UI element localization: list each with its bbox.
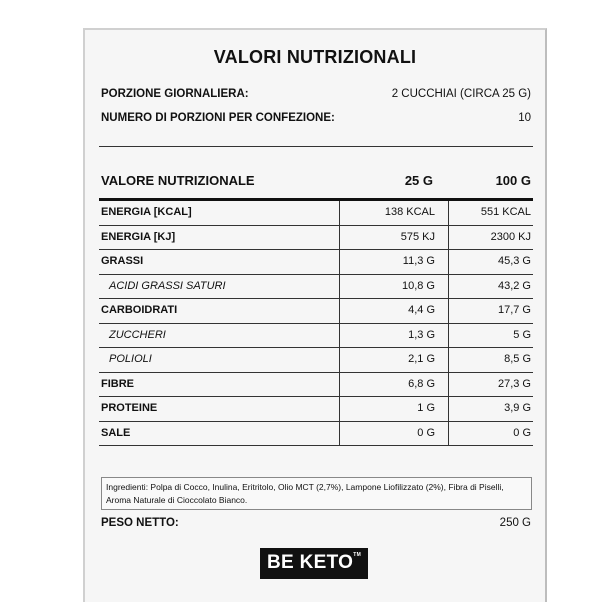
net-weight-label: PESO NETTO: (101, 517, 179, 529)
value-25g: 4,4 G (408, 304, 435, 316)
net-weight-row (101, 517, 531, 529)
column-divider (448, 348, 449, 372)
nutrient-name: PROTEINE (101, 402, 158, 414)
table-row (99, 250, 533, 275)
value-100g: 27,3 G (497, 377, 531, 390)
column-divider (448, 226, 449, 250)
table-row (99, 275, 533, 300)
net-weight-value: 250 G (499, 517, 531, 529)
nutrient-name: FIBRE (101, 377, 134, 390)
column-divider (448, 201, 449, 225)
column-divider (339, 250, 340, 274)
column-divider (448, 397, 449, 421)
column-divider (339, 324, 340, 348)
value-100g: 0 G (513, 426, 531, 439)
header-col-25g: 25 G (404, 173, 433, 188)
nutrient-name: POLIOLI (109, 353, 152, 365)
value-25g: 10,8 G (401, 279, 435, 292)
table-row (99, 397, 533, 422)
value-100g: 45,3 G (497, 255, 531, 267)
header-col-100g: 100 G (495, 173, 531, 188)
portion-row (101, 88, 531, 100)
nutrition-label-card (83, 28, 547, 602)
column-divider (339, 275, 340, 299)
value-100g: 3,9 G (504, 402, 531, 414)
nutrient-name: ACIDI GRASSI SATURI (109, 279, 226, 292)
value-100g: 17,7 G (497, 304, 531, 316)
column-divider (448, 422, 449, 446)
ingredients-box: Ingredienti: Polpa di Cocco, Inulina, Eritritolo, Olio MCT (2,7%), Lampone Liofilizzato (2%), Fibra di Piselli, Aroma Naturale di Cioccolato Bianco. (101, 477, 532, 510)
column-divider (339, 397, 340, 421)
servings-row (101, 112, 531, 124)
nutrient-name: ZUCCHERI (109, 328, 166, 341)
table-row (99, 422, 533, 447)
column-divider (339, 422, 340, 446)
column-divider (448, 299, 449, 323)
servings-value: 10 (518, 112, 531, 124)
column-divider (339, 299, 340, 323)
column-divider (339, 373, 340, 397)
value-25g: 11,3 G (402, 255, 435, 267)
column-divider (448, 275, 449, 299)
value-100g: 43,2 G (497, 279, 531, 292)
value-100g: 8,5 G (504, 353, 531, 365)
table-row (99, 226, 533, 251)
value-25g: 6,8 G (408, 377, 435, 390)
nutrient-name: ENERGIA [KJ] (101, 230, 176, 243)
column-divider (339, 348, 340, 372)
table-row (99, 373, 533, 398)
servings-label: NUMERO DI PORZIONI PER CONFEZIONE: (101, 112, 335, 124)
value-25g: 138 KCAL (384, 206, 435, 218)
nutrient-name: GRASSI (101, 255, 144, 267)
section-divider (99, 146, 533, 147)
column-divider (448, 250, 449, 274)
brand-trademark: TM (353, 552, 362, 558)
nutrition-table (99, 201, 533, 446)
value-100g: 5 G (513, 328, 531, 341)
brand-logo (260, 548, 368, 579)
table-row (99, 324, 533, 349)
column-divider (448, 373, 449, 397)
label-title: VALORI NUTRIZIONALI (213, 47, 417, 67)
column-divider (339, 201, 340, 225)
value-25g: 1,3 G (408, 328, 435, 341)
nutrient-name: SALE (101, 426, 131, 439)
value-25g: 575 KJ (400, 230, 435, 243)
header-name: VALORE NUTRIZIONALE (101, 173, 255, 188)
table-row (99, 348, 533, 373)
value-25g: 2,1 G (408, 353, 435, 365)
column-divider (339, 226, 340, 250)
brand-logo-text: BE KETO (267, 552, 354, 573)
nutrient-name: CARBOIDRATI (101, 304, 178, 316)
portion-label: PORZIONE GIORNALIERA: (101, 88, 249, 100)
value-25g: 0 G (417, 426, 435, 439)
table-row (99, 201, 533, 226)
value-100g: 2300 KJ (490, 230, 531, 243)
nutrient-name: ENERGIA [KCAL] (101, 206, 192, 218)
value-25g: 1 G (417, 402, 435, 414)
table-row (99, 299, 533, 324)
column-divider (448, 324, 449, 348)
portion-value: 2 CUCCHIAI (CIRCA 25 G) (391, 88, 531, 100)
value-100g: 551 KCAL (480, 206, 531, 218)
